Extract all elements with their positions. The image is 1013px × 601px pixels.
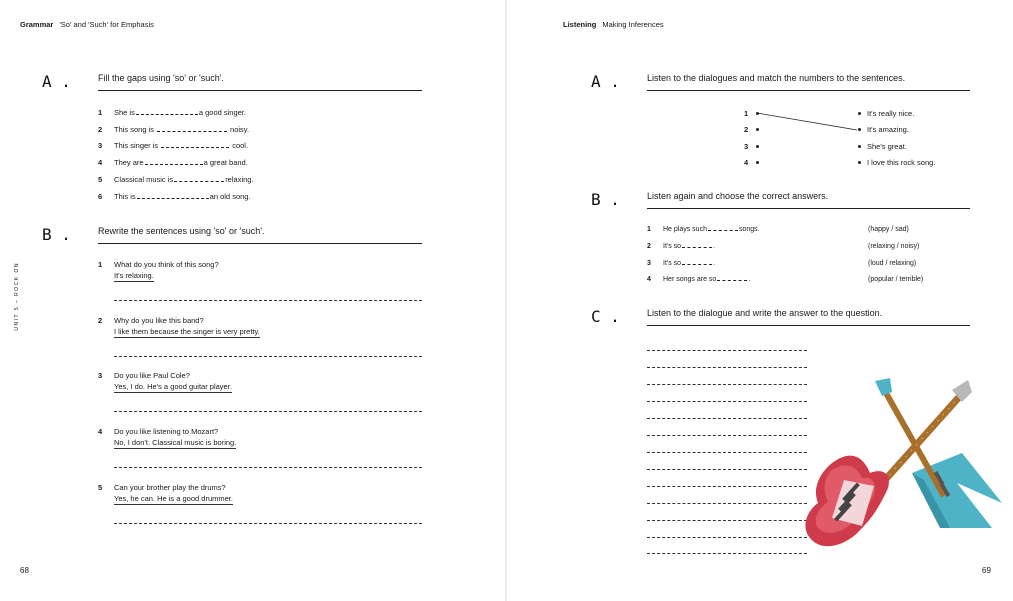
guitars-illustration xyxy=(792,378,1007,566)
answer-line[interactable] xyxy=(647,383,807,385)
answer-line[interactable] xyxy=(647,366,807,368)
blank-line[interactable] xyxy=(157,130,227,132)
blank-line[interactable] xyxy=(708,229,738,231)
fill-item: 2 This song is noisy. xyxy=(98,125,250,134)
answer-line[interactable] xyxy=(647,434,807,436)
blank-line[interactable] xyxy=(174,180,224,182)
match-number: 4 xyxy=(744,158,749,167)
choice-options: (popular / terrible) xyxy=(868,276,924,283)
answer-line[interactable] xyxy=(114,522,422,524)
match-dot[interactable] xyxy=(756,112,759,115)
section-c-title: Listen to the dialogue and write the answer to the question. xyxy=(647,308,970,326)
header-topic: 'So' and 'Such' for Emphasis xyxy=(59,20,154,29)
answer-line[interactable] xyxy=(647,552,807,554)
answer-line[interactable] xyxy=(647,536,807,538)
section-c-letter: C . xyxy=(591,307,620,326)
rewrite-question: 1 What do you think of this song? xyxy=(98,260,219,269)
unit-label: UNIT 5 – ROCK ON xyxy=(14,262,20,331)
header-topic: Making Inferences xyxy=(602,20,664,29)
rewrite-question: 5 Can your brother play the drums? xyxy=(98,483,226,492)
section-b-title: Listen again and choose the correct answers. xyxy=(647,191,970,209)
match-line xyxy=(757,113,857,130)
blank-line[interactable] xyxy=(682,263,712,265)
left-header xyxy=(20,20,154,29)
match-dot[interactable] xyxy=(858,112,861,115)
section-a-letter: A . xyxy=(42,72,71,91)
section-a-letter: A . xyxy=(591,72,620,91)
blue-guitar-icon xyxy=(875,378,1002,528)
match-dot[interactable] xyxy=(858,161,861,164)
match-number: 2 xyxy=(744,125,749,134)
fill-item: 1 She is a good singer. xyxy=(98,108,246,117)
rewrite-answer: Yes, I do. He's a good guitar player. xyxy=(114,382,232,391)
blank-line[interactable] xyxy=(161,146,229,148)
blank-line[interactable] xyxy=(145,163,203,165)
answer-line[interactable] xyxy=(647,502,807,504)
rewrite-answer: I like them because the singer is very pretty. xyxy=(114,327,260,336)
match-dot[interactable] xyxy=(756,128,759,131)
choice-item: 4 Her songs are so . xyxy=(647,276,751,283)
match-dot[interactable] xyxy=(858,128,861,131)
match-dot[interactable] xyxy=(858,145,861,148)
page-number: 68 xyxy=(20,566,29,575)
rewrite-question: 2 Why do you like this band? xyxy=(98,316,204,325)
blank-line[interactable] xyxy=(136,113,198,115)
choice-item: 2 It's so . xyxy=(647,243,716,250)
match-sentence: It's amazing. xyxy=(867,125,909,134)
rewrite-answer: It's relaxing. xyxy=(114,271,154,280)
section-b-title: Rewrite the sentences using 'so' or 'such'. xyxy=(98,226,422,244)
blank-line[interactable] xyxy=(682,246,712,248)
right-page xyxy=(507,0,1013,601)
match-sentence: It's really nice. xyxy=(867,109,915,118)
fill-item: 3 This singer is cool. xyxy=(98,141,249,150)
answer-line[interactable] xyxy=(647,519,807,521)
answer-line[interactable] xyxy=(647,485,807,487)
match-number: 3 xyxy=(744,142,749,151)
match-sentence: I love this rock song. xyxy=(867,158,936,167)
choice-options: (loud / relaxing) xyxy=(868,260,917,267)
match-number: 1 xyxy=(744,109,749,118)
rewrite-question: 3 Do you like Paul Cole? xyxy=(98,371,190,380)
answer-line[interactable] xyxy=(114,299,422,301)
answer-line[interactable] xyxy=(114,355,422,357)
choice-options: (relaxing / noisy) xyxy=(868,243,920,250)
answer-line[interactable] xyxy=(647,451,807,453)
blank-line[interactable] xyxy=(137,197,209,199)
blank-line[interactable] xyxy=(717,279,747,281)
match-sentence: She's great. xyxy=(867,142,907,151)
answer-line[interactable] xyxy=(647,349,807,351)
left-page xyxy=(0,0,506,601)
choice-item: 1 He plays such songs. xyxy=(647,226,760,233)
section-a-title: Fill the gaps using 'so' or 'such'. xyxy=(98,73,422,91)
answer-line[interactable] xyxy=(114,410,422,412)
match-dot[interactable] xyxy=(756,145,759,148)
section-b-letter: B . xyxy=(42,225,71,244)
answer-line[interactable] xyxy=(647,400,807,402)
answer-line[interactable] xyxy=(647,417,807,419)
rewrite-answer: No, I don't. Classical music is boring. xyxy=(114,438,237,447)
header-section: Grammar xyxy=(20,20,54,29)
section-a-title: Listen to the dialogues and match the numbers to the sentences. xyxy=(647,73,970,91)
page-number: 69 xyxy=(982,566,991,575)
fill-item: 5 Classical music is relaxing. xyxy=(98,175,254,184)
fill-item: 4 They are a great band. xyxy=(98,158,248,167)
choice-item: 3 It's so . xyxy=(647,260,716,267)
fill-item: 6 This is an old song. xyxy=(98,192,251,201)
header-section: Listening xyxy=(563,20,597,29)
section-b-letter: B . xyxy=(591,190,620,209)
choice-options: (happy / sad) xyxy=(868,226,909,233)
answer-line[interactable] xyxy=(114,466,422,468)
answer-line[interactable] xyxy=(647,468,807,470)
match-dot[interactable] xyxy=(756,161,759,164)
rewrite-question: 4 Do you like listening to Mozart? xyxy=(98,427,219,436)
rewrite-answer: Yes, he can. He is a good drummer. xyxy=(114,494,233,503)
